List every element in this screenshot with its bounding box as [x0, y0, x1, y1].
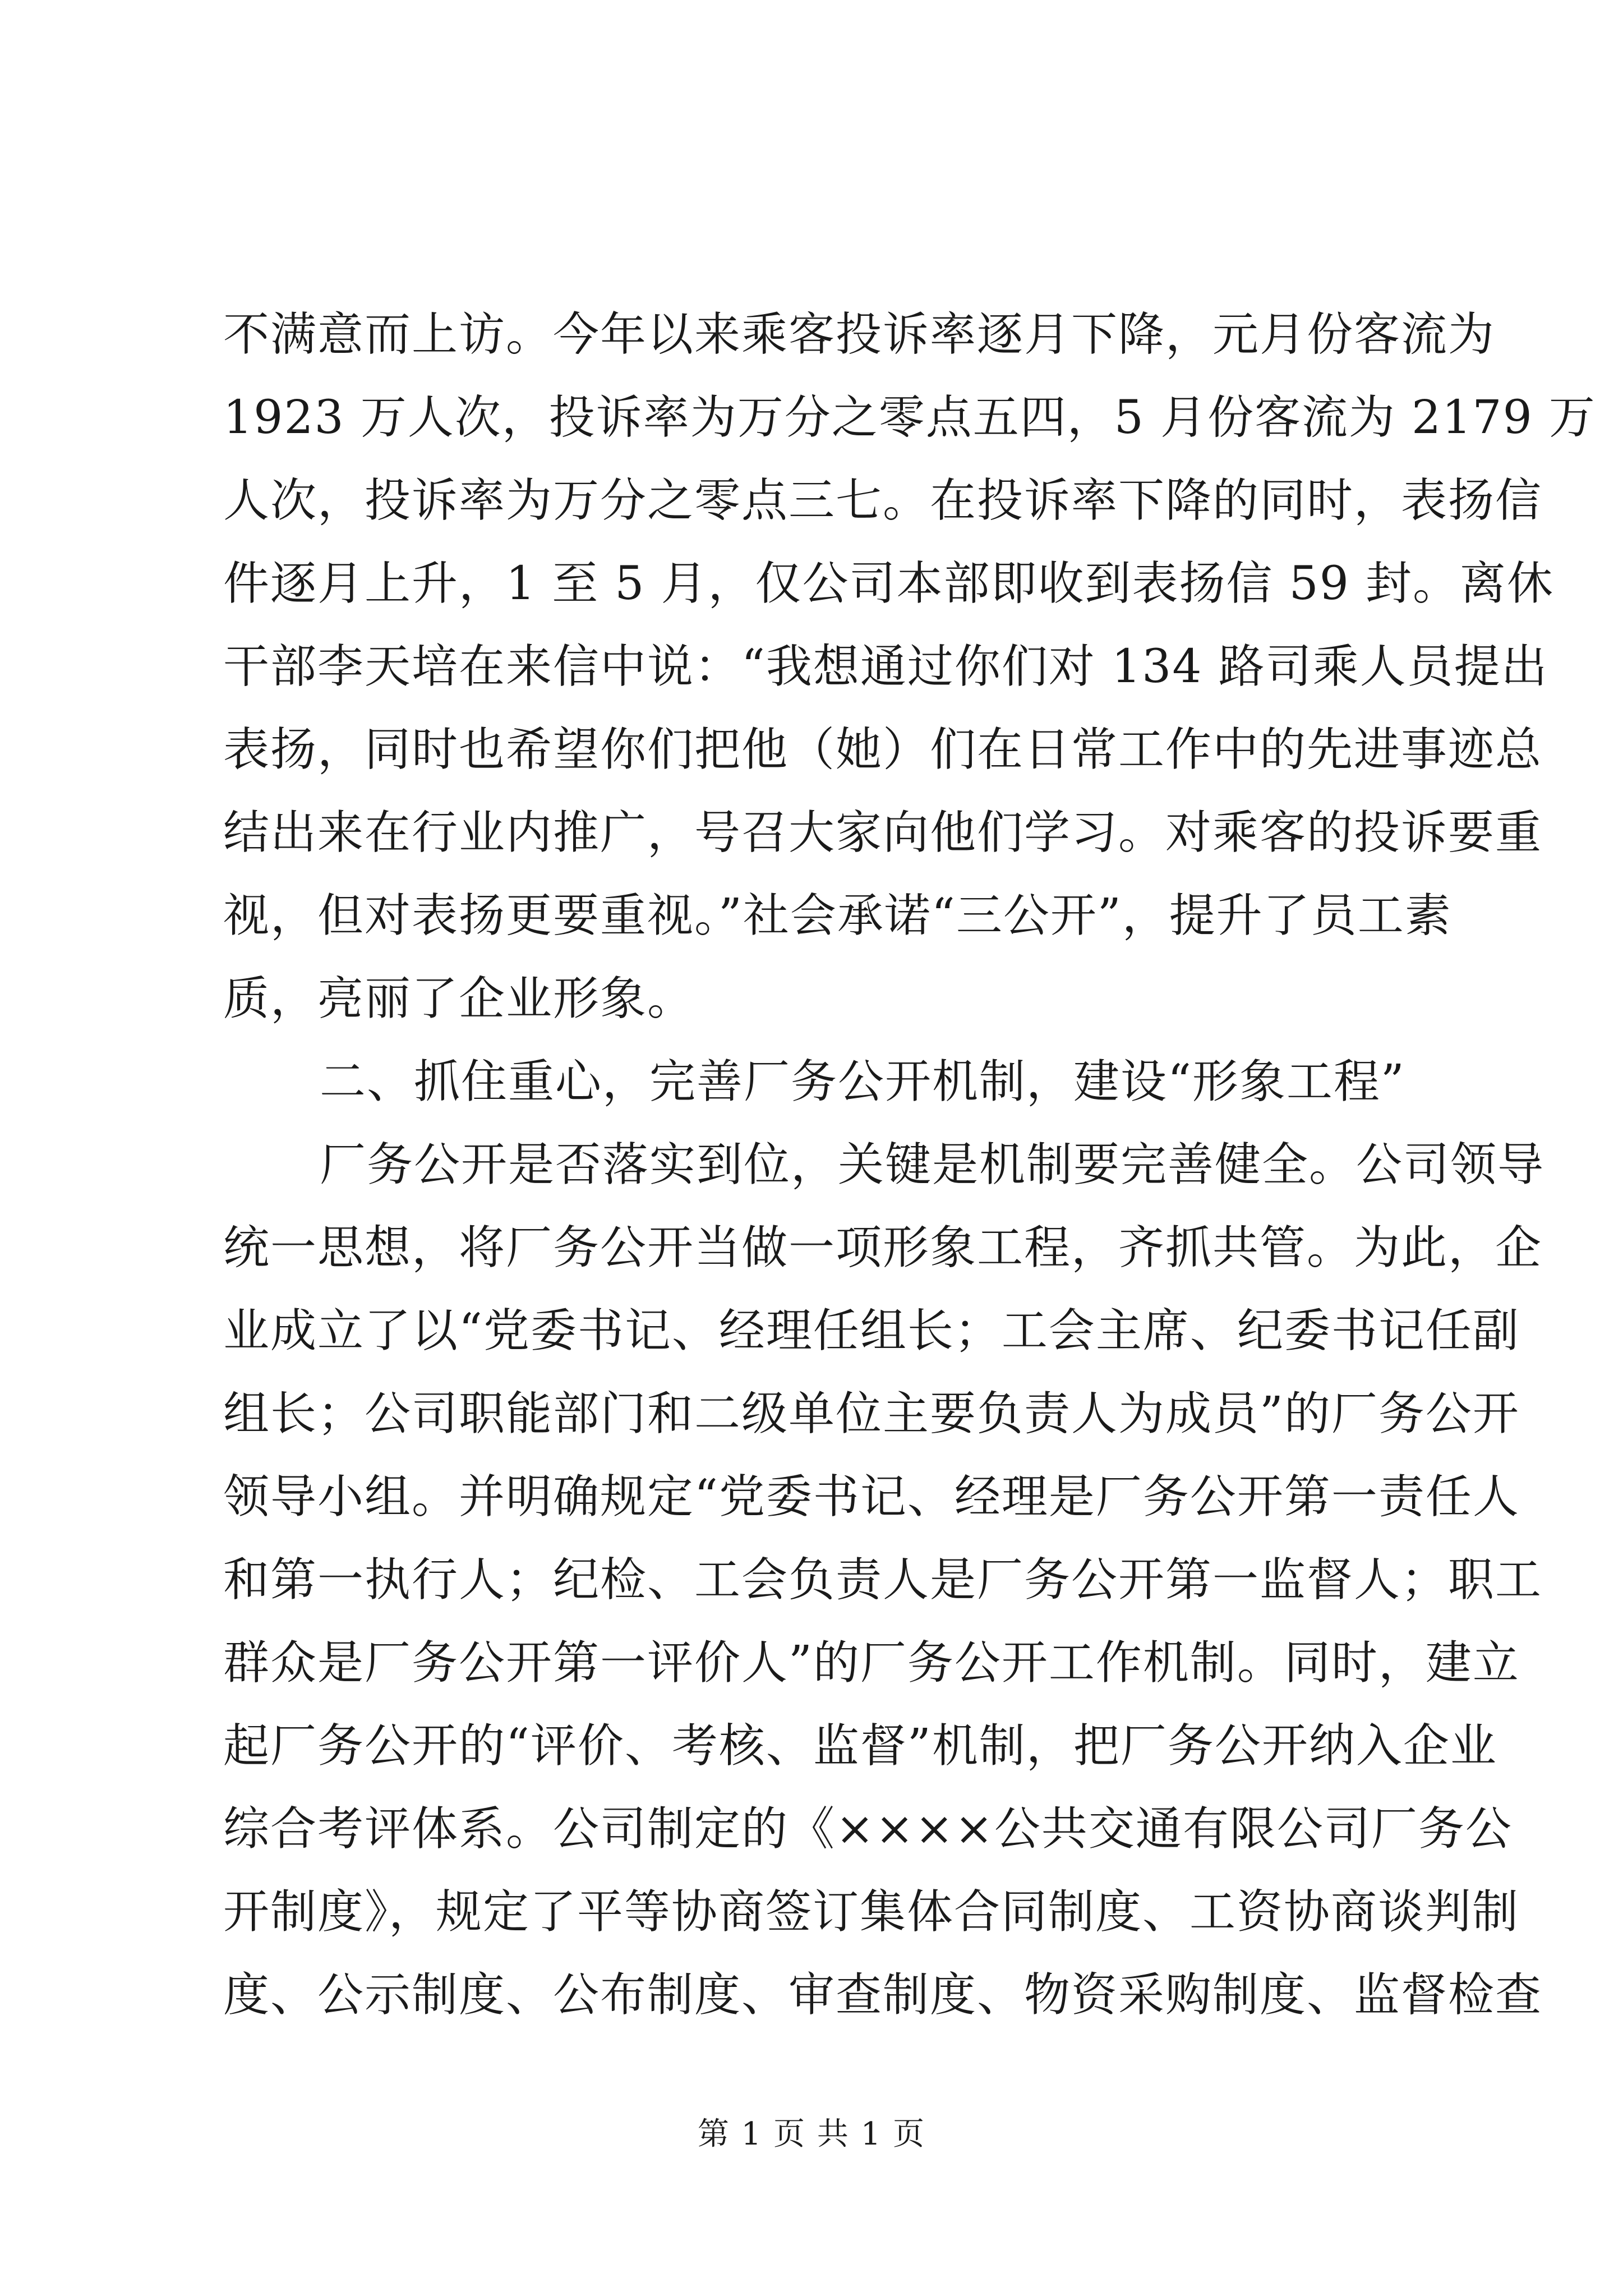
section-heading: 二、抓住重心，完善厂务公开机制，建设“形象工程” [320, 1055, 1405, 1108]
text-line: 和第一执行人；纪检、工会负责人是厂务公开第一监督人；职工 [223, 1553, 1543, 1607]
text-line: 结出来在行业内推广，号召大家向他们学习。对乘客的投诉要重 [223, 806, 1543, 859]
text-line: 厂务公开是否落实到位，关键是机制要完善健全。公司领导 [320, 1138, 1545, 1191]
text-line: 业成立了以“党委书记、经理任组长；工会主席、纪委书记任副 [223, 1304, 1520, 1358]
text-line: 群众是厂务公开第一评价人”的厂务公开工作机制。同时，建立 [223, 1636, 1520, 1690]
text-line: 组长；公司职能部门和二级单位主要负责人为成员”的厂务公开 [223, 1387, 1520, 1441]
text-line: 开制度》，规定了平等协商签订集体合同制度、工资协商谈判制 [223, 1885, 1520, 1939]
text-line: 人次，投诉率为万分之零点三七。在投诉率下降的同时，表扬信 [223, 474, 1543, 527]
text-line: 1923 万人次，投诉率为万分之零点五四，5 月份客流为 2179 万 [223, 391, 1596, 444]
text-line: 度、公示制度、公布制度、审查制度、物资采购制度、监督检查 [223, 1968, 1543, 2022]
text-line: 表扬，同时也希望你们把他（她）们在日常工作中的先进事迹总 [223, 723, 1543, 776]
text-line: 综合考评体系。公司制定的《××××公共交通有限公司厂务公 [223, 1802, 1513, 1856]
text-line: 干部李天培在来信中说：“我想通过你们对 134 路司乘人员提出 [223, 640, 1548, 693]
text-line: 质，亮丽了企业形象。 [223, 972, 695, 1025]
body-text [223, 293, 1596, 2037]
text-line: 统一思想，将厂务公开当做一项形象工程，齐抓共管。为此，企 [223, 1221, 1543, 1274]
text-line: 起厂务公开的“评价、考核、监督”机制，把厂务公开纳入企业 [223, 1719, 1497, 1773]
text-line: 领导小组。并明确规定“党委书记、经理是厂务公开第一责任人 [223, 1470, 1520, 1524]
page-number-footer: 第 1 页 共 1 页 [697, 2116, 926, 2152]
text-line: 不满意而上访。今年以来乘客投诉率逐月下降，元月份客流为 [223, 308, 1496, 361]
text-line: 件逐月上升，1 至 5 月，仅公司本部即收到表扬信 59 封。离休 [223, 557, 1555, 610]
text-line: 视，但对表扬更要重视。”社会承诺“三公开”，提升了员工素 [223, 889, 1452, 942]
